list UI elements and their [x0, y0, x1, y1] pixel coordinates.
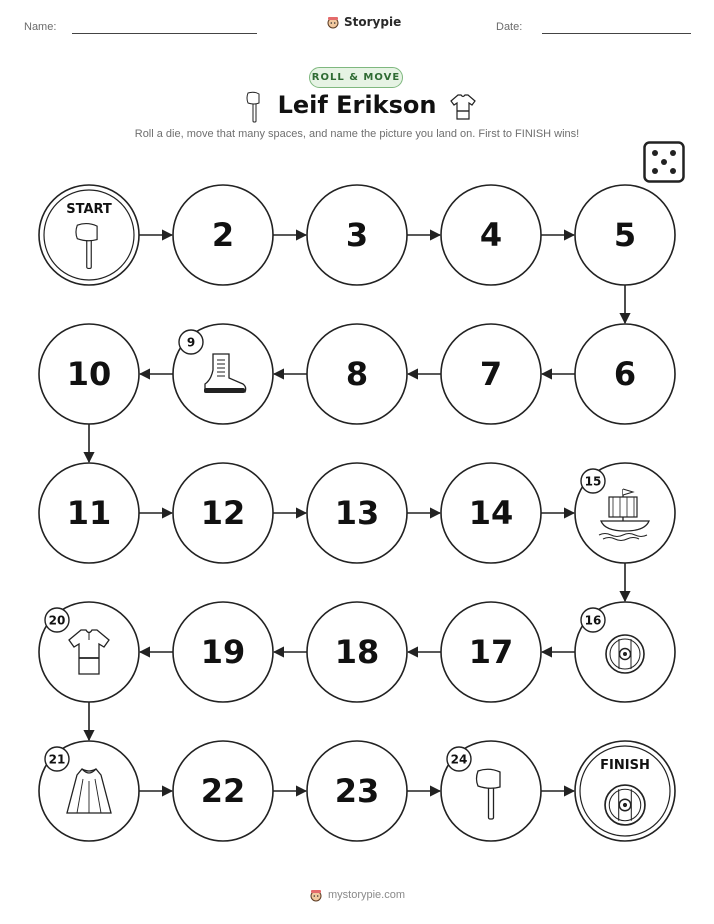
space-number-badge	[45, 608, 69, 632]
space-number: 11	[66, 494, 112, 532]
bear-mascot-icon	[309, 888, 323, 902]
board-space[interactable]	[307, 185, 407, 285]
space-number: 19	[200, 633, 246, 671]
space-number: 20	[48, 613, 66, 628]
instructions: Roll a die, move that many spaces, and name the picture you land on. First to FINISH wins!	[134, 128, 580, 140]
board-space[interactable]	[441, 324, 541, 424]
board-space[interactable]	[575, 463, 675, 563]
space-number-badge	[179, 330, 203, 354]
board-space[interactable]	[307, 324, 407, 424]
roll-move-badge: ROLL & MOVE	[309, 67, 403, 88]
space-number: 6	[613, 355, 637, 393]
space-number: 13	[334, 494, 380, 532]
board-space[interactable]	[575, 185, 675, 285]
board-space[interactable]	[39, 185, 139, 285]
board-space[interactable]	[307, 463, 407, 563]
space-number: 15	[584, 474, 602, 489]
space-number: 9	[186, 335, 196, 350]
board-space[interactable]	[307, 602, 407, 702]
space-number: 14	[468, 494, 514, 532]
board-space[interactable]	[441, 602, 541, 702]
space-label: START	[66, 202, 112, 217]
name-label: Name:	[24, 21, 57, 33]
space-number: 4	[479, 216, 503, 254]
space-number-badge	[447, 747, 471, 771]
board-space[interactable]	[39, 602, 139, 702]
space-number: 23	[334, 772, 380, 810]
date-label: Date:	[496, 21, 523, 33]
space-number: 22	[200, 772, 246, 810]
space-number: 2	[211, 216, 235, 254]
board-space[interactable]	[575, 741, 675, 841]
space-number: 3	[345, 216, 369, 254]
space-number: 7	[479, 355, 503, 393]
board-space[interactable]	[39, 463, 139, 563]
board-space[interactable]	[173, 324, 273, 424]
board-space[interactable]	[307, 741, 407, 841]
brand-name: Storypie	[344, 15, 402, 29]
board-space[interactable]	[173, 602, 273, 702]
footer	[0, 888, 714, 902]
board-space[interactable]	[441, 185, 541, 285]
board-space[interactable]	[39, 741, 139, 841]
space-number-badge	[45, 747, 69, 771]
board-space[interactable]	[173, 741, 273, 841]
space-number: 21	[48, 752, 66, 767]
viking-shield-icon	[605, 785, 645, 825]
board-space[interactable]	[441, 463, 541, 563]
space-number-badge	[581, 608, 605, 632]
space-number: 24	[450, 752, 468, 767]
board-space[interactable]	[173, 463, 273, 563]
footer-url[interactable]: mystorypie.com	[327, 889, 406, 901]
space-number: 5	[613, 216, 637, 254]
board-space[interactable]	[441, 741, 541, 841]
board-space[interactable]	[575, 324, 675, 424]
viking-shield-icon	[606, 635, 644, 673]
space-number: 10	[66, 355, 112, 393]
space-label: FINISH	[600, 758, 650, 773]
board-space[interactable]	[39, 324, 139, 424]
space-number: 16	[584, 613, 602, 628]
space-number-badge	[581, 469, 605, 493]
space-number: 8	[345, 355, 369, 393]
space-number: 18	[334, 633, 380, 671]
space-number: 12	[200, 494, 246, 532]
page-title: Leif Erikson	[277, 91, 437, 119]
space-number: 17	[468, 633, 514, 671]
board-space[interactable]	[173, 185, 273, 285]
board-space[interactable]	[575, 602, 675, 702]
